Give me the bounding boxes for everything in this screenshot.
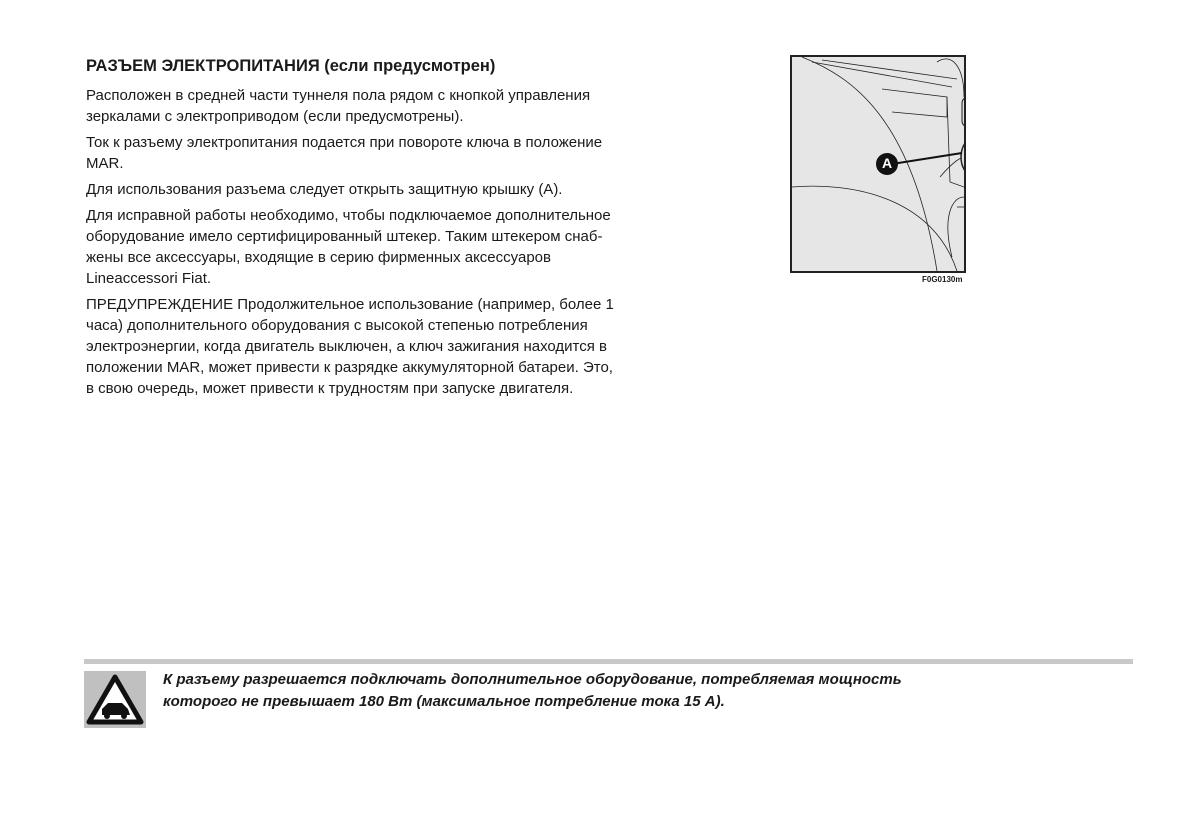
text-line: Ток к разъему электропитания подается при повороте ключа в положение	[86, 134, 603, 151]
section-title: РАЗЪЕМ ЭЛЕКТРОПИТАНИЯ (если предусмотрен)	[86, 57, 496, 75]
text-line: оборудование имело сертифицированный штекер. Таким штекером снаб-	[86, 228, 603, 245]
paragraph-usage	[86, 179, 562, 200]
warning-text	[163, 669, 902, 713]
text-line: Расположен в средней части туннеля пола рядом с кнопкой управления	[86, 87, 591, 104]
text-line: ПРЕДУПРЕЖДЕНИЕ Продолжительное использование (например, более 1	[86, 296, 614, 313]
warning-line: которого не превышает 180 Вт (максимальное потребление тока 15 А).	[163, 693, 725, 710]
callout-A: A	[881, 155, 893, 171]
figure-code: F0G0130m	[922, 275, 963, 284]
socket-illustration	[790, 55, 966, 273]
paragraph-location	[86, 85, 590, 127]
text-line: часа) дополнительного оборудования с высокой степенью потребления	[86, 317, 588, 334]
paragraph-power	[86, 132, 602, 174]
text-line: Lineaccessori Fiat.	[86, 270, 212, 287]
text-line: жены все аксессуары, входящие в серию фирменных аксессуаров	[86, 249, 551, 266]
warning-line: К разъему разрешается подключать дополнительное оборудование, потребляемая мощность	[163, 671, 902, 688]
text-line: в свою очередь, может привести к трудностям при запуске двигателя.	[86, 380, 574, 397]
paragraph-plug	[86, 205, 611, 289]
divider-bar	[84, 659, 1133, 664]
text-line: Для исправной работы необходимо, чтобы подключаемое дополнительное	[86, 207, 611, 224]
text-line: электроэнергии, когда двигатель выключен, а ключ зажигания находится в	[86, 338, 608, 355]
text-line: зеркалами с электроприводом (если предусмотрены).	[86, 108, 464, 125]
warning-triangle-car-icon	[84, 671, 146, 728]
text-line: Для использования разъема следует открыть защитную крышку (A).	[86, 181, 563, 198]
callout-A-leader	[792, 57, 964, 271]
paragraph-warning	[86, 294, 614, 399]
text-line: MAR.	[86, 155, 124, 172]
text-line: положении MAR, может привести к разрядке аккумуляторной батареи. Это,	[86, 359, 613, 376]
